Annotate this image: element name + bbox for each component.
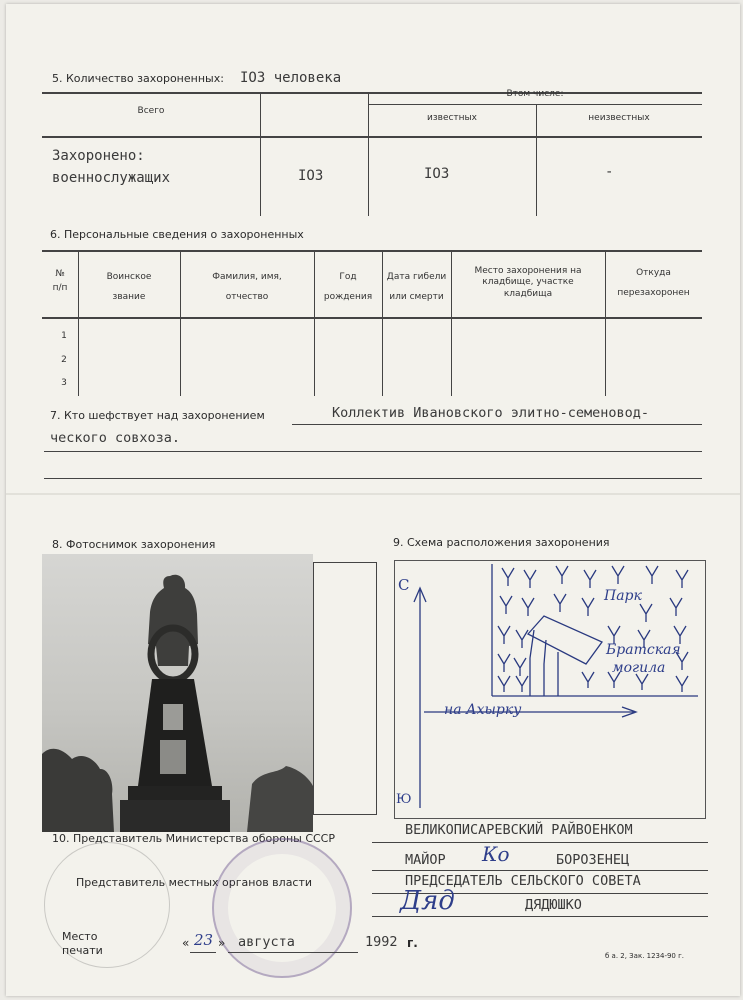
header-num-1: №: [55, 269, 65, 279]
header-place-3: кладбища: [503, 288, 553, 299]
grave-label-2: могила: [612, 660, 666, 676]
date-suffix: г.: [407, 936, 418, 950]
section6-label: 6. Персональные сведения о захороненных: [50, 228, 304, 241]
photo-frame-line: [313, 562, 377, 563]
monument-photo-image: [42, 554, 313, 832]
header-place-1: Место захоронения на: [474, 266, 582, 276]
date-month: августа: [238, 934, 295, 950]
table5-sub-border: [368, 104, 702, 105]
officer-name: БОРОЗЕНЕЦ: [556, 852, 630, 868]
print-code: б а. 2, Зак. 1234-90 г.: [605, 952, 685, 960]
col-of-them-header: Втом числе:: [506, 89, 564, 99]
south-label: Ю: [396, 792, 412, 807]
section5-label: 5. Количество захороненных:: [52, 72, 224, 85]
header-name-2: отчество: [225, 291, 269, 302]
north-label: С: [398, 576, 410, 594]
date-month-line: [228, 952, 358, 953]
seal-label-2: печати: [62, 944, 103, 957]
header-place-2: кладбище, участке: [482, 277, 574, 288]
header-num: [42, 268, 78, 296]
section9-label: 9. Схема расположения захоронения: [393, 536, 610, 549]
header-death-1: Дата гибели: [386, 272, 447, 282]
patron-value-line2: ческого совхоза.: [50, 430, 181, 446]
header-rank: [78, 268, 180, 308]
grave-label-1: Братская: [606, 642, 681, 658]
col-known-header: известных: [427, 113, 477, 123]
local-signature: Дяд: [400, 886, 455, 916]
local-title: ПРЕДСЕДАТЕЛЬ СЕЛЬСКОГО СОВЕТА: [405, 873, 641, 889]
section10-label: 10. Представитель Министерства обороны СССР: [52, 832, 335, 845]
section8-label: 8. Фотоснимок захоронения: [52, 538, 216, 551]
known-value: IO3: [424, 166, 450, 182]
date-close-quote: »: [218, 936, 226, 950]
table5-header-border: [42, 136, 702, 138]
park-label: Парк: [604, 588, 642, 604]
table6-top-border: [42, 250, 702, 252]
location-scheme-drawing: [394, 560, 706, 820]
monument-photo: [42, 554, 313, 832]
header-year-2: рождения: [323, 291, 373, 302]
table5-divider: [368, 92, 369, 216]
total-value: IO3: [298, 168, 324, 184]
photo-frame-line: [313, 562, 314, 814]
row-label-military: военнослужащих: [52, 170, 171, 186]
patron-value-line1: Коллектив Ивановского элитно-семеновод-: [332, 405, 649, 421]
local-name: ДЯДЮШКО: [525, 897, 582, 913]
col-unknown-header: неизвестных: [588, 113, 650, 123]
date-day: 23: [194, 931, 214, 949]
table5-divider: [260, 92, 261, 216]
patron-underline: [292, 424, 702, 425]
patron-line: [44, 451, 702, 452]
header-death-2: или смерти: [389, 291, 444, 302]
header-rank-1: Воинское: [106, 272, 152, 282]
officer-signature: Ко: [482, 842, 510, 866]
row-label-buried: Захоронено:: [52, 148, 145, 164]
photo-frame-line: [376, 562, 377, 814]
patron-line: [44, 478, 702, 479]
header-name: [180, 268, 314, 308]
unknown-value: -: [605, 164, 614, 180]
header-place: [451, 266, 605, 300]
date-day-line: [190, 952, 216, 953]
header-num-2: п/п: [52, 282, 68, 293]
local-authority-label: Представитель местных органов власти: [76, 876, 313, 889]
official-stamp: [212, 838, 352, 978]
ministry-value: ВЕЛИКОПИСАРЕВСКИЙ РАЙВОЕНКОМ: [405, 822, 633, 838]
photo-frame-line: [313, 814, 377, 815]
ministry-line: [372, 842, 708, 843]
row-num-3: 3: [61, 378, 67, 388]
row-num-1: 1: [61, 331, 67, 341]
header-from-2: перезахоронен: [617, 287, 690, 298]
burial-count-value: IO3 человека: [240, 70, 342, 86]
header-death: [382, 268, 451, 308]
header-from-1: Откуда: [636, 268, 671, 278]
header-year-1: Год: [339, 272, 357, 282]
header-from: [605, 264, 702, 304]
date-year: 1992: [365, 934, 398, 950]
header-rank-2: звание: [112, 291, 146, 302]
local-name-line: [372, 916, 708, 917]
table6-header-border: [42, 317, 702, 319]
seal-label-1: Место: [62, 930, 98, 943]
page-fold: [6, 493, 740, 495]
section7-label: 7. Кто шефствует над захоронением: [50, 409, 265, 422]
col-total-header: Всего: [137, 106, 165, 116]
road-label: на Ахырку: [444, 702, 522, 718]
row-num-2: 2: [61, 355, 67, 365]
date-open-quote: «: [182, 936, 190, 950]
header-year: [314, 268, 382, 308]
officer-line: [372, 870, 708, 871]
officer-rank: МАЙОР: [405, 852, 446, 868]
header-name-1: Фамилия, имя,: [212, 272, 282, 282]
